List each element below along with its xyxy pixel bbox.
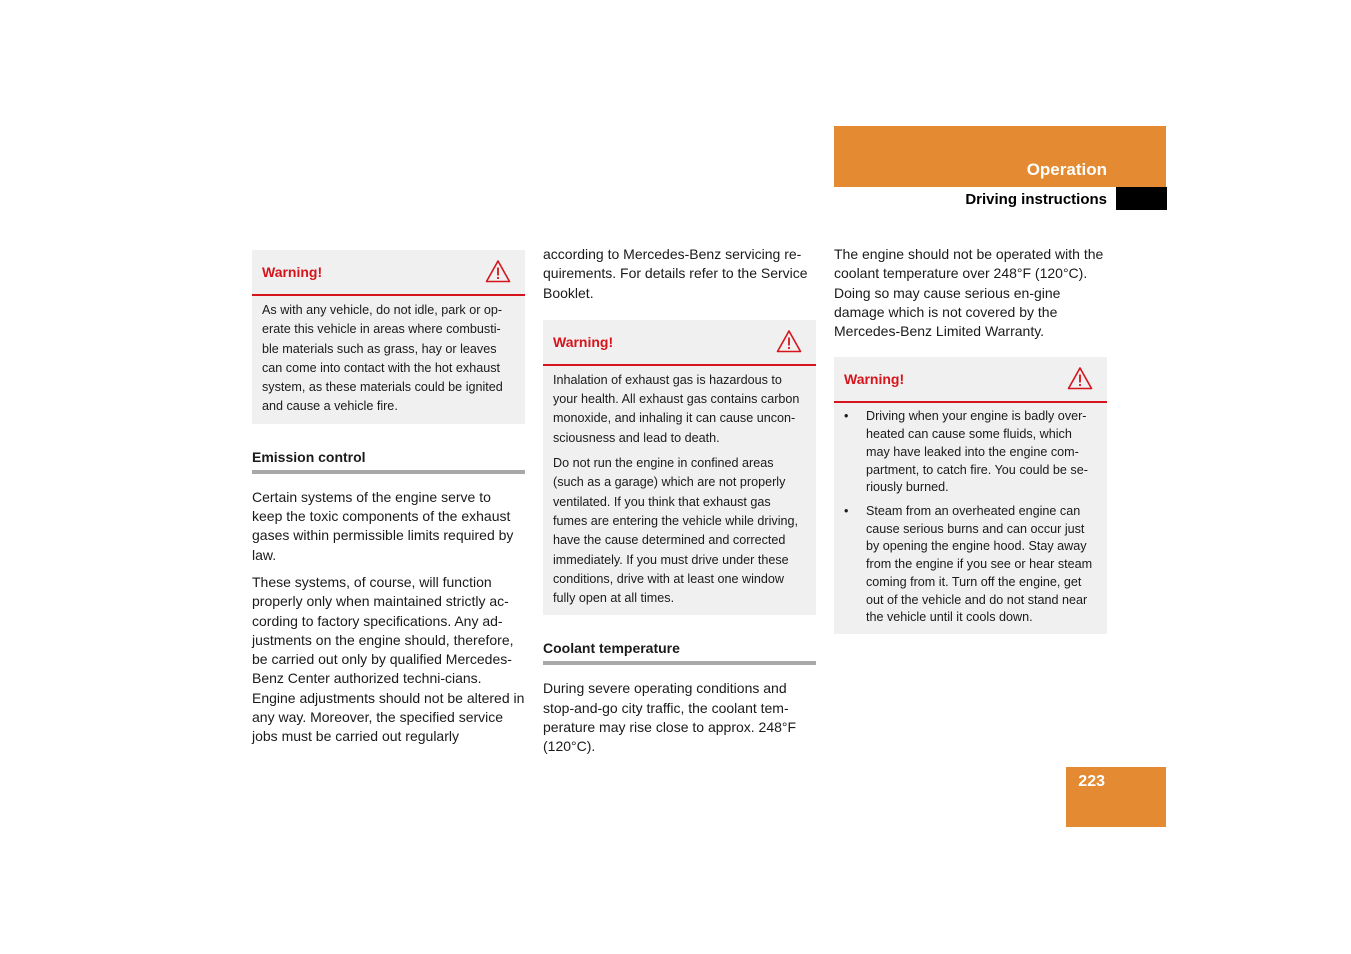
header-bar [834,126,1166,187]
list-item: • Driving when your engine is badly over-heated can cause some fluids, which may have leaked into the engine com-partment, to catch fire. You could be se-riously burned. [844,408,1097,497]
warning-box [543,320,816,616]
warning-label: Warning! [262,264,323,280]
subsection-title: Driving instructions [965,191,1107,208]
warning-box [834,357,1107,633]
paragraph: The engine should not be operated with the coolant temperature over 248°F (120°C). Doing so may cause serious en-gine damage which is not covered by the Mercedes-Benz Limited Warranty. [834,246,1104,340]
column-1 [252,250,525,755]
warning-paragraph: Inhalation of exhaust gas is hazardous to your health. All exhaust gas contains carbon monoxide, and inhaling it can cause uncon-sciousness and lead to death. [553,372,800,445]
warning-text [834,403,1107,633]
list-item: • Steam from an overheated engine can cause serious burns and can occur just by opening the engine hood. Stay away from the engine if you see or hear steam coming from it. Turn off the engine, get out of the vehicle and do not stand near the vehicle until it cools down. [844,503,1097,627]
warning-triangle-icon [776,329,802,353]
warning-box [252,250,525,424]
warning-label: Warning! [553,333,614,350]
section-title: Operation [1026,160,1107,179]
warning-label: Warning! [844,371,905,388]
warning-text [543,366,816,616]
warning-header [252,250,525,296]
body-text [543,245,816,303]
column-3 [834,245,1107,658]
warning-text [252,296,525,424]
warning-triangle-icon [1067,366,1093,390]
page-number: 223 [1078,773,1105,790]
paragraph: according to Mercedes-Benz servicing re-quirements. For details refer to the Service Booklet. [543,246,808,301]
warning-header [834,357,1107,403]
warning-paragraph: Do not run the engine in confined areas (such as a garage) which are not properly ventilated. If you think that exhaust gas fumes are entering the vehicle while driving, have the cause determined and corrected immediately. If you must drive under these conditions, drive with at least one window fully open at all times. [553,456,799,606]
body-text [252,488,525,747]
paragraph: During severe operating conditions and stop-and-go city traffic, the coolant tem-perature may rise close to approx. 248°F (120°C). [543,680,797,755]
warning-list [844,408,1097,626]
column-2 [543,245,816,765]
warning-triangle-icon [485,259,511,283]
paragraph: These systems, of course, will function properly only when maintained strictly ac-cording to factory specifications. Any ad-justments on the engine should, therefore, be carried out only by qualified Mercedes-Benz Center authorized techni-cians. Engine adjustments should not be altered in any way. Moreover, the specified service jobs must be carried out regularly [252,573,525,745]
paragraph: Certain systems of the engine serve to keep the toxic components of the exhaust gases within permissible limits required by law. [252,488,514,563]
section-heading-emission-control: Emission control [252,448,525,474]
warning-paragraph: As with any vehicle, do not idle, park or op-erate this vehicle in areas where combusti-ble materials such as grass, hay or leaves can come into contact with the hot exhaust system, as these materials could be ignited and cause a vehicle fire. [262,303,503,414]
section-heading-coolant-temperature: Coolant temperature [543,639,816,665]
body-text [834,245,1107,341]
section-tab-marker [1116,187,1167,210]
warning-header [543,320,816,366]
body-text [543,679,816,756]
